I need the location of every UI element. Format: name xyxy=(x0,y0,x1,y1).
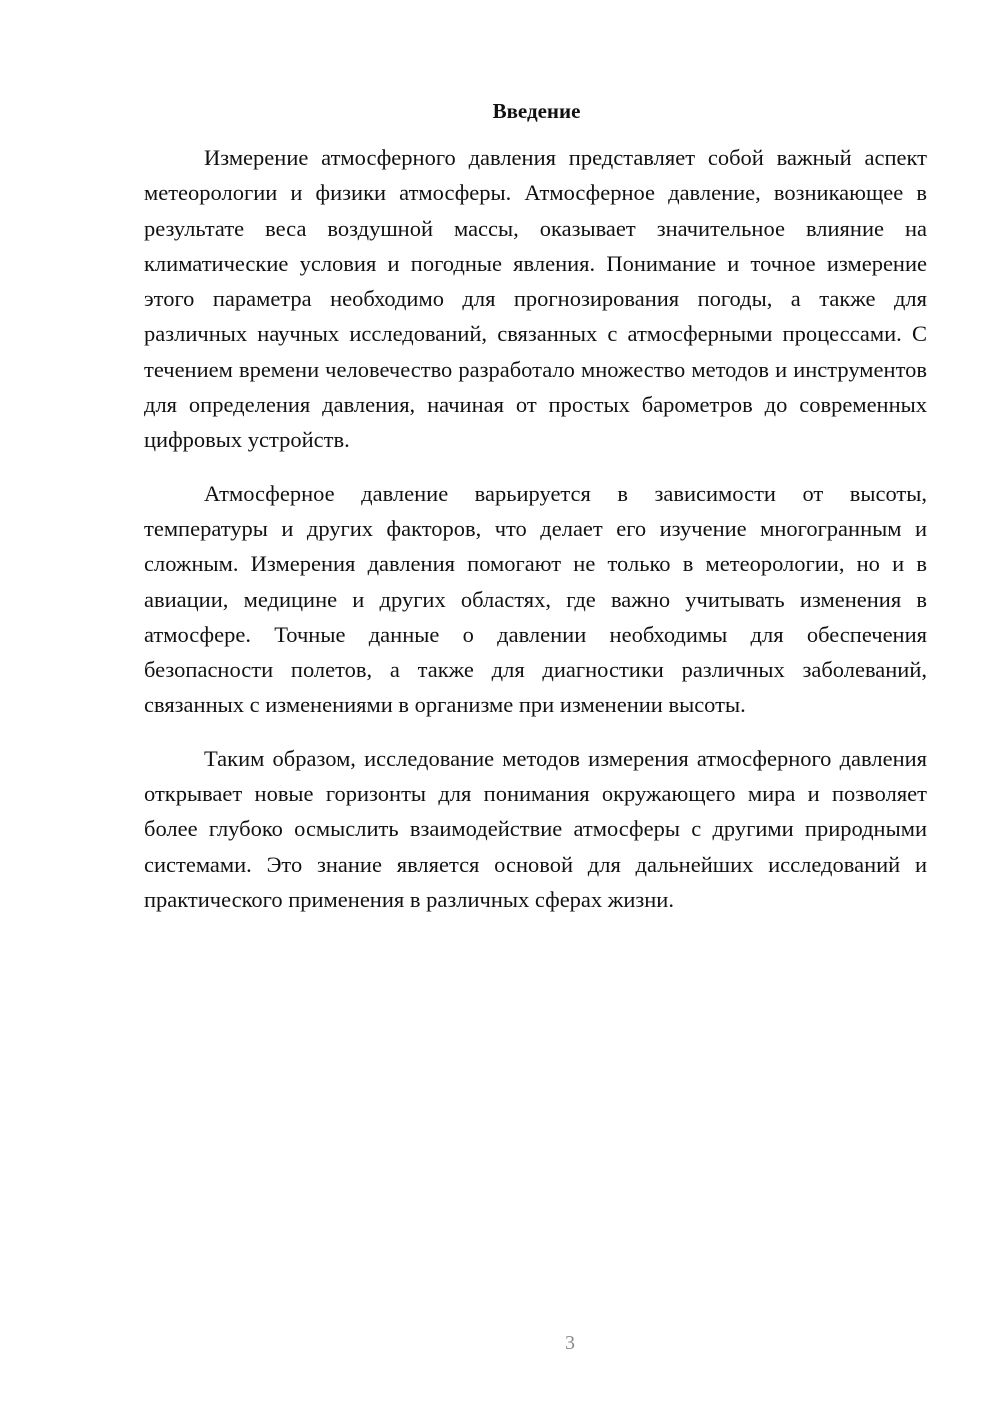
paragraph-1: Измерение атмосферного давления представляет собой важный аспект метеорологии и физики атмосферы. Атмосферное давление, возникающее в результате веса воздушной массы, оказывает значительное влияние на климатические условия и погодные явления. Понимание и точное измерение этого параметра необходимо для прогнозирования погоды, а также для различных научных исследований, связанных с атмосферными процессами. С течением времени человечество разработало множество методов и инструментов для определения давления, начиная от простых барометров до современных цифровых устройств. xyxy=(144,145,927,453)
paragraph-3: Таким образом, исследование методов измерения атмосферного давления открывает новые горизонты для понимания окружающего мира и позволяет более глубоко осмыслить взаимодействие атмосферы с другими природными системами. Это знание является основой для дальнейших исследований и практического применения в различных сферах жизни. xyxy=(144,745,927,912)
section-heading: Введение xyxy=(492,99,581,123)
paragraph-2: Атмосферное давление варьируется в зависимости от высоты, температуры и других факторов, что делает его изучение многогранным и сложным. Измерения давления помогают не только в метеорологии, но и в авиации, медицине и других областях, где важно учитывать изменения в атмосфере. Точные данные о давлении необходимы для обеспечения безопасности полетов, а также для диагностики различных заболеваний, связанных с изменениями в организме при изменении высоты. xyxy=(144,480,927,718)
page-content xyxy=(144,96,927,935)
page-number: 3 xyxy=(565,1332,575,1354)
